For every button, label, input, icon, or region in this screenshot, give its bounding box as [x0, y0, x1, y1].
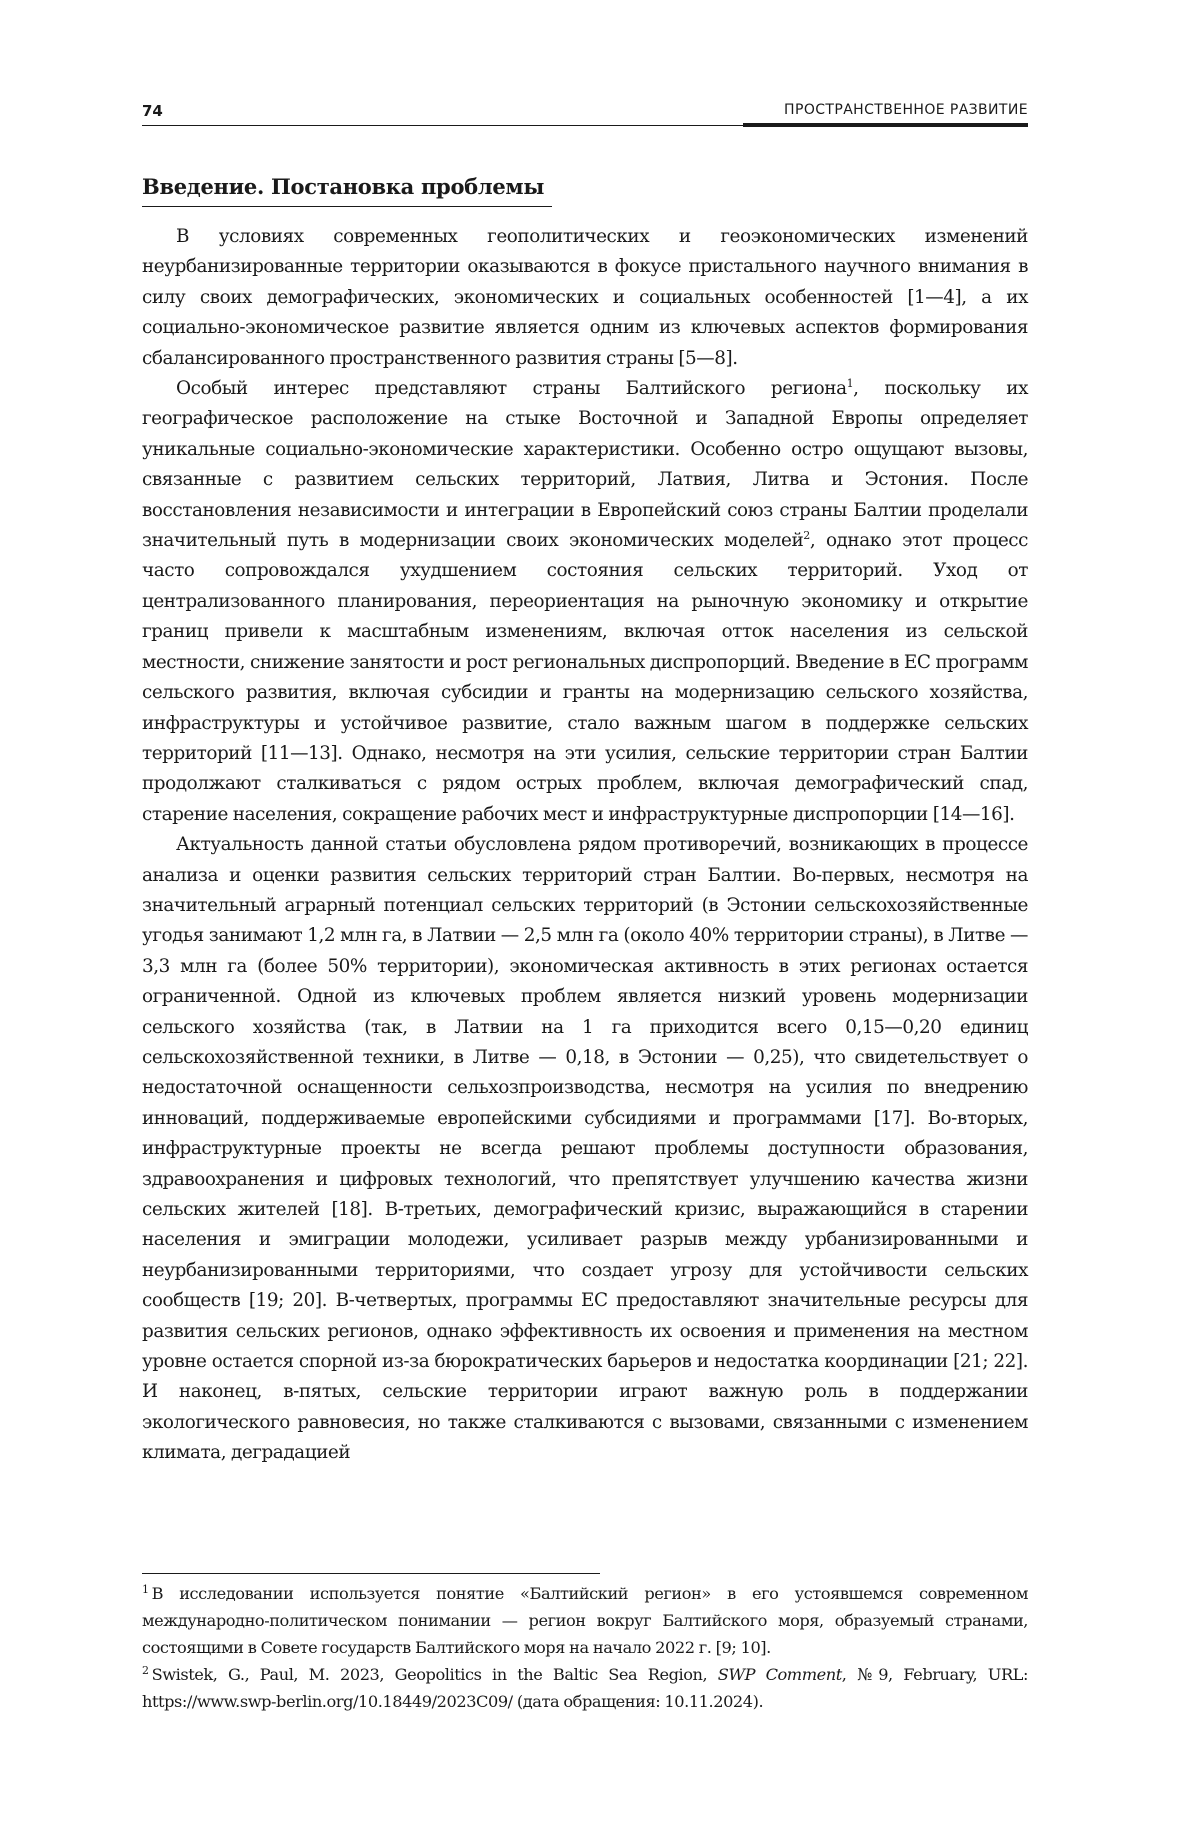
footnote-2-text-a: Swistek, G., Paul, M. 2023, Geopolitics in the Baltic Sea Region, — [151, 1665, 718, 1684]
footnote-2-journal: SWP Comment — [717, 1665, 842, 1684]
paragraph-1-text: В условиях современных геополитических и геоэкономических изменений неурбанизированные территории оказываются в фокусе пристального научного внимания в силу своих демографических, экономических и социальных особенностей [1—4], а их социально-экономическое развитие является одним из ключевых аспектов формирования сбалансированного пространственного развития страны [5—8]. — [142, 226, 1028, 369]
paragraph-3-text: Актуальность данной статьи обусловлена рядом противоречий, возникающих в процессе анализа и оценки развития сельских территорий стран Балтии. Во-первых, несмотря на значительный аграрный потенциал сельских территорий (в Эстонии сельскохозяйственные угодья занимают 1,2 млн га, в Латвии — 2,5 млн га (около 40% территории страны), в Литве — 3,3 млн га (более 50% территории), экономическая активность в этих регионах остается ограниченной. Одной из ключевых проблем является низкий уровень модернизации сельского хозяйства (так, в Латвии на 1 га приходится всего 0,15—0,20 единиц сельскохозяйственной техники, в Литве — 0,18, в Эстонии — 0,25), что свидетельствует о недостаточной оснащенности сельхозпроизводства, несмотря на усилия по внедрению инноваций, поддерживаемые европейскими субсидиями и программами [17]. Во-вторых, инфраструктурные проекты не всегда решают проблемы доступности образования, здравоохранения и цифровых технологий, что препятствует улучшению качества жизни сельских жителей [18]. В-третьих, демографический кризис, выражающийся в старении населения и эмиграции молодежи, усиливает разрыв между урбанизированными и неурбанизированными территориями, что создает угрозу для устойчивости сельских сообществ [19; 20]. В-четвертых, программы ЕС предоставляют значительные ресурсы для развития сельских регионов, однако эффективность их освоения и применения на местном уровне остается спорной из-за бюрократических барьеров и недостатка координации [21; 22]. И наконец, в-пятых, сельские территории играют важную роль в поддержании экологического равновесия, но также сталкиваются с вызовами, связанными с изменением климата, деградацией — [142, 834, 1028, 1464]
section-label: ПРОСТРАНСТВЕННОЕ РАЗВИТИЕ — [784, 102, 1028, 118]
header-rule-accent — [743, 123, 1028, 127]
footnote-1-number: 1 — [142, 1582, 149, 1596]
footnote-2-number: 2 — [142, 1663, 149, 1677]
footnote-2 — [142, 1661, 1028, 1715]
paragraph-2 — [142, 374, 1028, 830]
footnote-ref-2[interactable]: 2 — [803, 528, 810, 542]
running-header — [142, 98, 1028, 128]
page-number: 74 — [142, 102, 163, 120]
footnote-1-text: В исследовании используется понятие «Балтийский регион» в его устоявшемся современном международно-политическом понимании — регион вокруг Балтийского моря, образуемый странами, состоящими в Совете государств Балтийского моря на начало 2022 г. [9; 10]. — [142, 1584, 1028, 1657]
footnote-separator — [142, 1573, 600, 1574]
heading-underline — [142, 206, 552, 207]
paragraph-2-text-c: , однако этот процесс часто сопровождался ухудшением состояния сельских территорий. Уход от централизованного планирования, переориентация на рыночную экономику и открытие границ привели к масштабным изменениям, включая отток населения из сельской местности, снижение занятости и рост региональных диспропорций. Введение в ЕС программ сельского развития, включая субсидии и гранты на модернизацию сельского хозяйства, инфраструктуры и устойчивое развитие, стало важным шагом в поддержке сельских территорий [11—13]. Однако, несмотря на эти усилия, сельские территории стран Балтии продолжают сталкиваться с рядом острых проблем, включая демографический спад, старение населения, сокращение рабочих мест и инфраструктурные диспропорции [14—16]. — [142, 530, 1028, 825]
footnote-2-text-b: , №9, February, URL: https://www.swp-berlin.org/10.18449/2023C09/ (дата обращения: 10.11.2024). — [142, 1665, 1028, 1711]
footnotes — [142, 1580, 1028, 1715]
footnote-1 — [142, 1580, 1028, 1661]
footnote-ref-1[interactable]: 1 — [846, 376, 854, 390]
body-text — [142, 222, 1028, 1469]
paragraph-2-text-a: Особый интерес представляют страны Балтийского региона — [176, 378, 847, 400]
section-heading: Введение. Постановка проблемы — [142, 174, 545, 199]
paragraph-1 — [142, 222, 1028, 374]
paragraph-3 — [142, 830, 1028, 1469]
paragraph-2-text-b: , поскольку их географическое расположение на стыке Восточной и Западной Европы определяет уникальные социально-экономические характеристики. Особенно остро ощущают вызовы, связанные с развитием сельских территорий, Латвия, Литва и Эстония. После восстановления независимости и интеграции в Европейский союз страны Балтии проделали значительный путь в модернизации своих экономических моделей — [142, 378, 1028, 552]
